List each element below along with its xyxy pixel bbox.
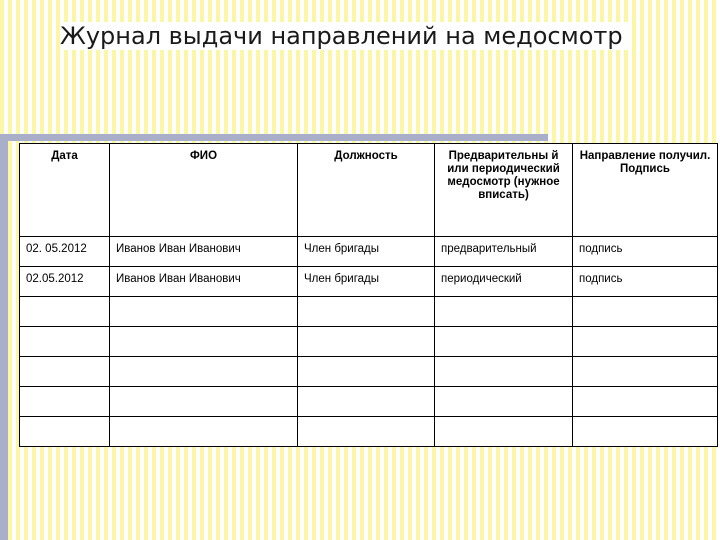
cell-full-name: Иванов Иван Иванович — [110, 237, 298, 267]
cell-signature — [573, 357, 718, 387]
header-signature: Направление получил. Подпись — [573, 144, 718, 237]
cell-date — [20, 327, 110, 357]
cell-position — [298, 327, 435, 357]
table-row-empty — [20, 327, 718, 357]
journal-table-container — [19, 143, 717, 447]
table-row — [20, 267, 718, 297]
cell-full-name — [110, 297, 298, 327]
table-row-empty — [20, 417, 718, 447]
cell-signature: подпись — [573, 267, 718, 297]
table-row-empty — [20, 387, 718, 417]
title-underline-bar — [0, 134, 548, 141]
cell-exam-type — [435, 417, 573, 447]
cell-exam-type — [435, 387, 573, 417]
table-row-empty — [20, 357, 718, 387]
cell-position — [298, 417, 435, 447]
header-full-name: ФИО — [110, 144, 298, 237]
cell-exam-type — [435, 357, 573, 387]
cell-full-name — [110, 417, 298, 447]
cell-exam-type — [435, 297, 573, 327]
left-accent-bar — [0, 141, 8, 540]
cell-full-name — [110, 387, 298, 417]
header-exam-type: Предварительны й или периодический медосмотр (нужное вписать) — [435, 144, 573, 237]
cell-signature — [573, 327, 718, 357]
cell-full-name — [110, 357, 298, 387]
cell-position — [298, 357, 435, 387]
cell-signature — [573, 387, 718, 417]
cell-full-name: Иванов Иван Иванович — [110, 267, 298, 297]
cell-date — [20, 357, 110, 387]
journal-table — [19, 143, 718, 447]
cell-position: Член бригады — [298, 267, 435, 297]
header-date: Дата — [20, 144, 110, 237]
cell-date: 02.05.2012 — [20, 267, 110, 297]
table-row — [20, 237, 718, 267]
cell-exam-type: периодический — [435, 267, 573, 297]
cell-date — [20, 417, 110, 447]
cell-signature — [573, 297, 718, 327]
table-row-empty — [20, 297, 718, 327]
cell-date — [20, 387, 110, 417]
cell-position — [298, 297, 435, 327]
table-header-row — [20, 144, 718, 237]
cell-exam-type: предварительный — [435, 237, 573, 267]
cell-date — [20, 297, 110, 327]
cell-date: 02. 05.2012 — [20, 237, 110, 267]
cell-position: Член бригады — [298, 237, 435, 267]
header-position: Должность — [298, 144, 435, 237]
page-title: Журнал выдачи направлений на медосмотр — [60, 22, 631, 50]
cell-full-name — [110, 327, 298, 357]
cell-signature — [573, 417, 718, 447]
cell-signature: подпись — [573, 237, 718, 267]
cell-exam-type — [435, 327, 573, 357]
cell-position — [298, 387, 435, 417]
